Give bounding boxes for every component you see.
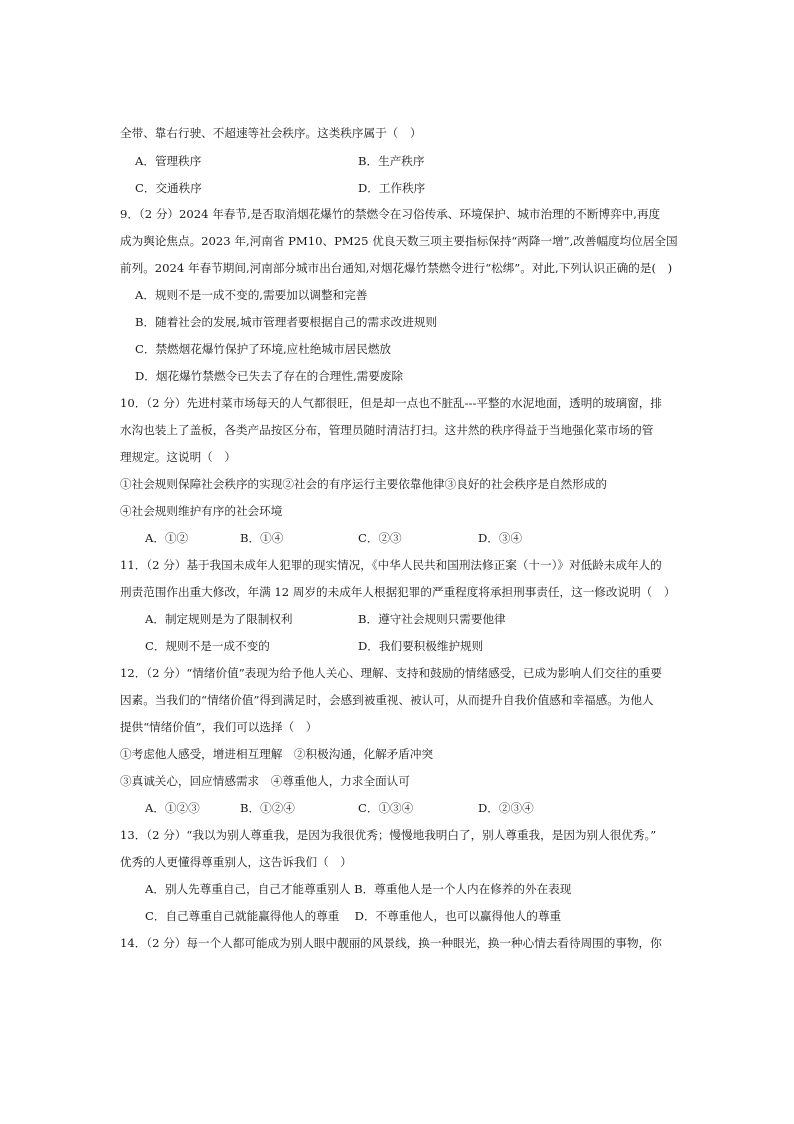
q12-option-d: D．②③④ [478,801,534,815]
q11-option-b: B．遵守社会规则只需要他律 [358,612,506,626]
q12-option-c: C．①③④ [358,801,414,815]
q13-options-row: C．自己尊重自己就能赢得他人的尊重 D．不尊重他人，也可以赢得他人的尊重 [145,909,562,923]
q10-statement: ①社会规则保障社会秩序的实现②社会的有序运行主要依靠他律③良好的社会秩序是自然形成的 [120,477,607,491]
q10-option-c: C．②③ [358,531,402,545]
q9-option-d: D．烟花爆竹禁燃令已失去了存在的合理性,需要废除 [135,369,404,383]
q9-option-a: A．规则不是一成不变的,需要加以调整和完善 [135,288,368,302]
q12-stem-line: 12．（2 分）“情绪价值”表现为给予他人关心、理解、支持和鼓励的情绪感受，已成为影响人们交往的重要 [120,666,662,680]
q8-option-a: A．管理秩序 [135,154,202,168]
q9-option-c: C．禁燃烟花爆竹保护了环境,应杜绝城市居民燃放 [135,342,392,356]
q12-option-b: B．①②④ [240,801,295,815]
q9-stem-line: 前列。2024 年春节期间,河南部分城市出台通知,对烟花爆竹禁燃令进行“松绑”。对此,下列认识正确的是( ) [120,261,673,275]
q11-stem-line: 11．（2 分）基于我国未成年人犯罪的现实情况，《中华人民共和国刑法修正案（十一）》对低龄未成年人的 [120,558,662,572]
q11-stem-line: 刑责范围作出重大修改，年满 12 周岁的未成年人根据犯罪的严重程度将承担刑事责任，这一修改说明（ ） [120,585,676,599]
q12-option-a: A．①②③ [145,801,200,815]
q8-option-b: B．生产秩序 [358,154,425,168]
q13-stem-line: 优秀的人更懂得尊重别人，这告诉我们（ ） [120,855,352,869]
q12-statement: ③真诚关心，回应情感需求 ④尊重他人，力求全面认可 [120,774,410,788]
q14-stem-line: 14．（2 分）每一个人都可能成为别人眼中靓丽的风景线，换一种眼光，换一种心情去看待周围的事物，你 [120,936,662,950]
q10-stem-line: 10．（2 分）先进村菜市场每天的人气都很旺，但是却一点也不脏乱---平整的水泥地面，透明的玻璃窗，排 [120,396,662,410]
q10-option-b: B．①④ [240,531,284,545]
q9-stem-line: 9．（2 分）2024 年春节,是否取消烟花爆竹的禁燃令在习俗传承、环境保护、城市治理的不断博弈中,再度 [120,207,661,221]
q11-option-a: A．制定规则是为了限制权利 [145,612,293,626]
q9-option-b: B．随着社会的发展,城市管理者要根据自己的需求改进规则 [135,315,438,329]
q10-option-d: D．③④ [478,531,523,545]
q12-stem-line: 因素。当我们的“情绪价值”得到满足时，会感到被重视、被认可，从而提升自我价值感和幸福感。为他人 [120,693,654,707]
q10-stem-line: 理规定。这说明（ ） [120,450,236,464]
q11-option-d: D．我们要积极维护规则 [358,639,484,653]
q13-stem-line: 13．（2 分）“我以为别人尊重我，是因为我很优秀；慢慢地我明白了，别人尊重我，是因为别人很优秀。” [120,828,657,842]
q10-statement: ④社会规则维护有序的社会环境 [120,504,283,518]
q12-statement: ①考虑他人感受，增进相互理解 ②积极沟通，化解矛盾冲突 [120,747,434,761]
q13-options-row: A．别人先尊重自己，自己才能尊重别人 B．尊重他人是一个人内在修养的外在表现 [145,882,572,896]
q9-stem-line: 成为舆论焦点。2023 年,河南省 PM10、PM25 优良天数三项主要指标保持“两降一增”,改善幅度均位居全国 [120,234,678,248]
q8-option-c: C．交通秩序 [135,181,202,195]
q10-option-a: A．①② [145,531,189,545]
q8-option-d: D．工作秩序 [358,181,426,195]
q11-option-c: C．规则不是一成不变的 [145,639,270,653]
q12-stem-line: 提供“情绪价值”，我们可以选择（ ） [120,720,318,734]
q10-stem-line: 水沟也装上了盖板，各类产品按区分布，管理员随时清洁打扫。这井然的秩序得益于当地强化菜市场的管 [120,423,654,437]
q8-stem: 全带、靠右行驶、不超速等社会秩序。这类秩序属于（ ） [120,126,422,140]
